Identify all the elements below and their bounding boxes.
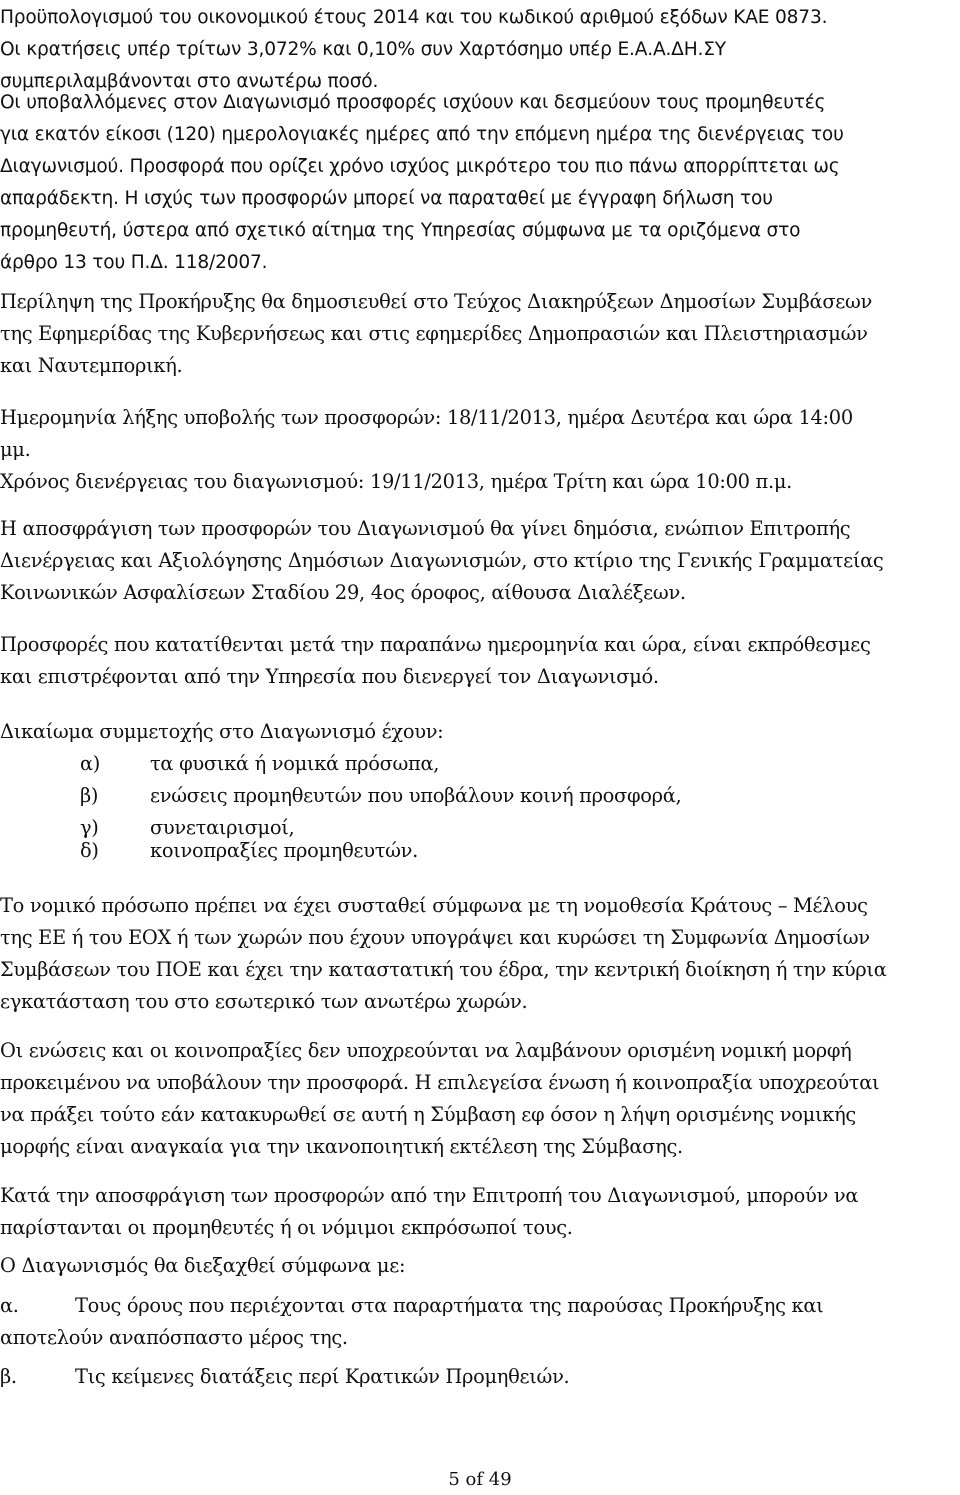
budget-paragraph: Προϋπολογισμού του οικονομικού έτους 2014 και του κωδικού αριθμού εξόδων ΚΑΕ 0873. Οι κρατήσεις υπέρ τρίτων 3,072% και 0,10% συν Χαρτόσημο υπέρ Ε.Α.Α.ΔΗ.ΣΥ συμπεριλαμβάνονται στο ανωτέρω ποσό. xyxy=(0,7,828,92)
list-marker: β) xyxy=(80,784,99,807)
list-item-text: κοινοπραξίες προμηθευτών. xyxy=(150,839,418,862)
legal-entity-paragraph: Το νομικό πρόσωπο πρέπει να έχει συσταθεί σύμφωνα με τη νομοθεσία Κράτους – Μέλους της ΕΕ ή του ΕΟΧ ή των χωρών που έχουν υπογράψει και κυρώσει τη Συμφωνία Δημοσίων Συμβάσεων του ΠΟΕ και έχει την καταστατική του έδρα, την κεντρική διοίκηση ή την κύρια εγκατάσταση του στο εσωτερικό των ανωτέρω χωρών. xyxy=(0,894,887,1013)
list-marker: δ) xyxy=(80,839,99,862)
participation-heading: Δικαίωμα συμμετοχής στο Διαγωνισμό έχουν: xyxy=(0,720,444,743)
list-marker: α. xyxy=(0,1294,19,1317)
late-offers-paragraph: Προσφορές που κατατίθενται μετά την παραπάνω ημερομηνία και ώρα, είναι εκπρόθεσμες και επιστρέφονται από την Υπηρεσία που διενεργεί τον Διαγωνισμό. xyxy=(0,633,871,688)
page-number: 5 of 49 xyxy=(448,1469,512,1490)
deadline-paragraph: Ημερομηνία λήξης υποβολής των προσφορών: 18/11/2013, ημέρα Δευτέρα και ώρα 14:00 μμ. Χρόνος διενέργειας του διαγωνισμού: 19/11/2013, ημέρα Τρίτη και ώρα 10:00 π.μ. xyxy=(0,406,853,493)
list-item-text: Τις κείμενες διατάξεις περί Κρατικών Προμηθειών. xyxy=(75,1365,570,1388)
publication-paragraph: Περίληψη της Προκήρυξης θα δημοσιευθεί στο Τεύχος Διακηρύξεων Δημοσίων Συμβάσεων της Εφημερίδας της Κυβερνήσεως και στις εφημερίδες Δημοπρασιών και Πλειστηριασμών και Ναυτεμπορική. xyxy=(0,290,873,377)
conduct-list-item xyxy=(0,1361,956,1393)
list-item-text: τα φυσικά ή νομικά πρόσωπα, xyxy=(150,752,440,775)
list-marker: α) xyxy=(80,752,101,775)
list-item-text: συνεταιρισμοί, xyxy=(150,816,295,839)
opening-paragraph: Η αποσφράγιση των προσφορών του Διαγωνισμού θα γίνει δημόσια, ενώπιον Επιτροπής Διενέργειας και Αξιολόγησης Δημόσιων Διαγωνισμών, στο κτίριο της Γενικής Γραμματείας Κοινωνικών Ασφαλίσεων Σταδίου 29, 4ος όροφος, αίθουσα Διαλέξεων. xyxy=(0,517,884,604)
conduct-heading: Ο Διαγωνισμός θα διεξαχθεί σύμφωνα με: xyxy=(0,1254,406,1277)
conduct-list-item xyxy=(0,1290,956,1354)
offer-validity-paragraph: Οι υποβαλλόμενες στον Διαγωνισμό προσφορές ισχύουν και δεσμεύουν τους προμηθευτές για εκατόν είκοσι (120) ημερολογιακές ημέρες από την επόμενη ημέρα της διενέργειας του Διαγωνισμού. Προσφορά που ορίζει χρόνο ισχύος μικρότερο του πιο πάνω απορρίπτεται ως απαράδεκτη. Η ισχύς των προσφορών μπορεί να παραταθεί με έγγραφη δήλωση του προμηθευτή, ύστερα από σχετικό αίτημα της Υπηρεσίας σύμφωνα με τα οριζόμενα στο άρθρο 13 του Π.Δ. 118/2007. xyxy=(0,92,844,273)
list-marker: γ) xyxy=(80,816,99,839)
list-item-text: Τους όρους που περιέχονται στα παραρτήματα της παρούσας Προκήρυξης και αποτελούν αναπόσπαστο μέρος της. xyxy=(0,1294,824,1349)
list-marker: β. xyxy=(0,1365,17,1388)
attendance-paragraph: Κατά την αποσφράγιση των προσφορών από την Επιτροπή του Διαγωνισμού, μπορούν να παρίστανται οι προμηθευτές ή οι νόμιμοι εκπρόσωποί τους. xyxy=(0,1184,859,1239)
list-item-text: ενώσεις προμηθευτών που υποβάλουν κοινή προσφορά, xyxy=(150,784,682,807)
consortium-paragraph: Οι ενώσεις και οι κοινοπραξίες δεν υποχρεούνται να λαμβάνουν ορισμένη νομική μορφή προκειμένου να υποβάλουν την προσφορά. Η επιλεγείσα ένωση ή κοινοπραξία υποχρεούται να πράξει τούτο εάν κατακυρωθεί σε αυτή η Σύμβαση εφ όσον η λήψη ορισμένης νομικής μορφής είναι αναγκαία για την ικανοποιητική εκτέλεση της Σύμβασης. xyxy=(0,1039,880,1158)
